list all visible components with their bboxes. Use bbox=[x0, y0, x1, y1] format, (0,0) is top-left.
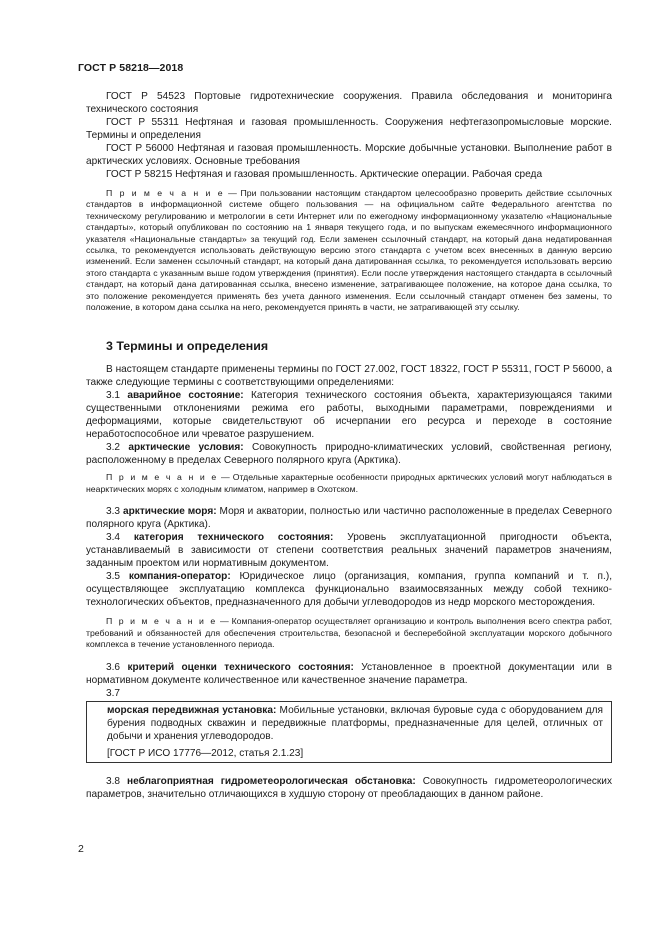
term-name: категория технического состояния: bbox=[133, 532, 334, 544]
term-definition: Совокупность природно-климатических условий, свойственная региону, расположенному в пределах Северного полярного круга (Арктика). bbox=[86, 442, 612, 467]
term-definition: Юридическое лицо (организация, компания, группа компаний и т. п.), осуществляющее эксплуатацию комплекса функционально взаимосвязанных между собой технико-технологических объектов, предназначенного для добычи углеводородов из недр морского месторождения. bbox=[86, 571, 612, 609]
note-text: — При пользовании настоящим стандартом целесообразно проверить действие ссылочных стандартов в информационной системе общего пользования — на официальном сайте Федерального агентства по техническому регулированию и метрологии в сети Интернет или по ежегодному информационному указателю «Национальные стандарты», который опубликован по состоянию на 1 января текущего года, и по выпускам ежемесячного информационного указателя «Национальные стандарты» за текущий год. Если заменен ссылочный стандарт, на который дана недатированная ссылка, то рекомендуется использовать действующую версию этого стандарта с учетом всех внесенных в данную версию изменений. Если заменен ссылочный стандарт, на который дана датированная ссылка, то рекомендуется использовать версию этого стандарта с указанным выше годом утверждения (принятия). Если после утверждения настоящего стандарта в ссылочный стандарт, на который дана датированная ссылка, внесено изменение, затрагивающее положение, на которое дана ссылка, то это положение рекомендуется применять без учета данного изменения. Если ссылочный стандарт отменен без замены, то положение, в котором дана ссылка на него, рекомендуется принять в части, не затрагивающей эту ссылку. bbox=[86, 188, 612, 313]
reference-item: ГОСТ Р 54523 Портовые гидротехнические сооружения. Правила обследования и мониторинга технического состояния bbox=[86, 91, 612, 115]
term-3-6 bbox=[86, 661, 612, 687]
term-number: 3.2 bbox=[106, 442, 129, 454]
page-content bbox=[86, 90, 612, 801]
term-3-3 bbox=[86, 505, 612, 531]
reference-item: ГОСТ Р 56000 Нефтяная и газовая промышленность. Морские добычные установки. Выполнение работ в арктических условиях. Основные требования bbox=[86, 143, 612, 167]
term-source: [ГОСТ Р ИСО 17776—2012, статья 2.1.23] bbox=[107, 747, 304, 759]
section-intro: В настоящем стандарте применены термины по ГОСТ 27.002, ГОСТ 18322, ГОСТ Р 55311, ГОСТ Р 56000, а также следующие термины с соответствующими определениями: bbox=[86, 364, 612, 389]
term-3-8 bbox=[86, 775, 612, 801]
term-definition: Совокупность гидрометеорологических параметров, значительно отличающихся в худшую сторону от преобладающих в данном районе. bbox=[86, 775, 612, 800]
term-definition: Мобильные установки, включая буровые суда с оборудованием для бурения подводных скважин и передвижные платформы, предназначенные для целей, отличных от добычи и хранения углеводородов. bbox=[107, 704, 603, 742]
term-name: критерий оценки технического состояния: bbox=[127, 661, 354, 673]
term-3-7-number: 3.7 bbox=[106, 687, 121, 699]
term-number: 3.3 bbox=[106, 506, 124, 518]
term-3-2 bbox=[86, 441, 612, 467]
term-3-1 bbox=[86, 389, 612, 441]
term-name: морская передвижная установка: bbox=[107, 704, 277, 716]
reference-item: ГОСТ Р 58215 Нефтяная и газовая промышленность. Арктические операции. Рабочая среда bbox=[106, 169, 543, 180]
term-name: компания-оператор: bbox=[128, 571, 231, 583]
note-text: — Компания-оператор осуществляет организацию и контроль выполнения всего спектра работ, требований и обязанностей для обеспечения строительства, безопасной и бесперебойной эксплуатации морского добычного комплекса в течение установленного периода. bbox=[86, 616, 613, 650]
term-definition: Моря и акватории, полностью или частично расположенные в пределах Северного полярного круга (Арктика). bbox=[86, 506, 612, 531]
term-definition: Установленное в проектной документации или в нормативном документе количественное или качественное значение параметра. bbox=[86, 661, 612, 686]
note-label: П р и м е ч а н и е bbox=[106, 472, 218, 483]
term-name: арктические моря: bbox=[123, 506, 217, 518]
term-number: 3.5 bbox=[106, 571, 129, 583]
page-number: 2 bbox=[78, 843, 84, 855]
note-label: П р и м е ч а н и е bbox=[106, 616, 218, 627]
term-3-5 bbox=[86, 570, 612, 609]
term-3-4 bbox=[86, 531, 612, 570]
note-3-2 bbox=[86, 472, 612, 495]
term-definition: Уровень эксплуатационной пригодности объекта, устанавливаемый в зависимости от степени соответствия реальных значений параметров значениям, заданным проектом или нормативным документом. bbox=[86, 532, 612, 570]
term-3-7 bbox=[107, 704, 603, 743]
term-number: 3.8 bbox=[106, 775, 128, 787]
section-title: 3 Термины и определения bbox=[106, 339, 269, 354]
reference-item: ГОСТ Р 55311 Нефтяная и газовая промышленность. Сооружения нефтегазопромысловые морские. Термины и определения bbox=[86, 117, 612, 141]
term-3-7-box bbox=[86, 701, 612, 763]
term-definition: Категория технического состояния объекта, характеризующаяся такими существенными отклонениями режима его работы, выходными параметрами, повреждениями и деформациями, которые свидетельствуют об исчерпании его ресурса и переходе в состояние неработоспособное или чреватое разрушением. bbox=[86, 390, 612, 441]
term-name: аварийное состояние: bbox=[127, 390, 244, 402]
term-number: 3.6 bbox=[106, 661, 128, 673]
note-3-5 bbox=[86, 616, 612, 650]
term-name: неблагоприятная гидрометеорологическая обстановка: bbox=[127, 775, 416, 787]
note-label: П р и м е ч а н и е bbox=[106, 188, 225, 198]
note-text: — Отдельные характерные особенности природных арктических условий могут наблюдаться в неарктических морях с холодным климатом, например в Охотском. bbox=[86, 472, 612, 494]
term-number: 3.4 bbox=[106, 532, 134, 544]
term-name: арктические условия: bbox=[128, 442, 244, 454]
term-number: 3.1 bbox=[106, 390, 128, 402]
note-references bbox=[86, 188, 612, 313]
document-header: ГОСТ Р 58218—2018 bbox=[78, 62, 184, 74]
